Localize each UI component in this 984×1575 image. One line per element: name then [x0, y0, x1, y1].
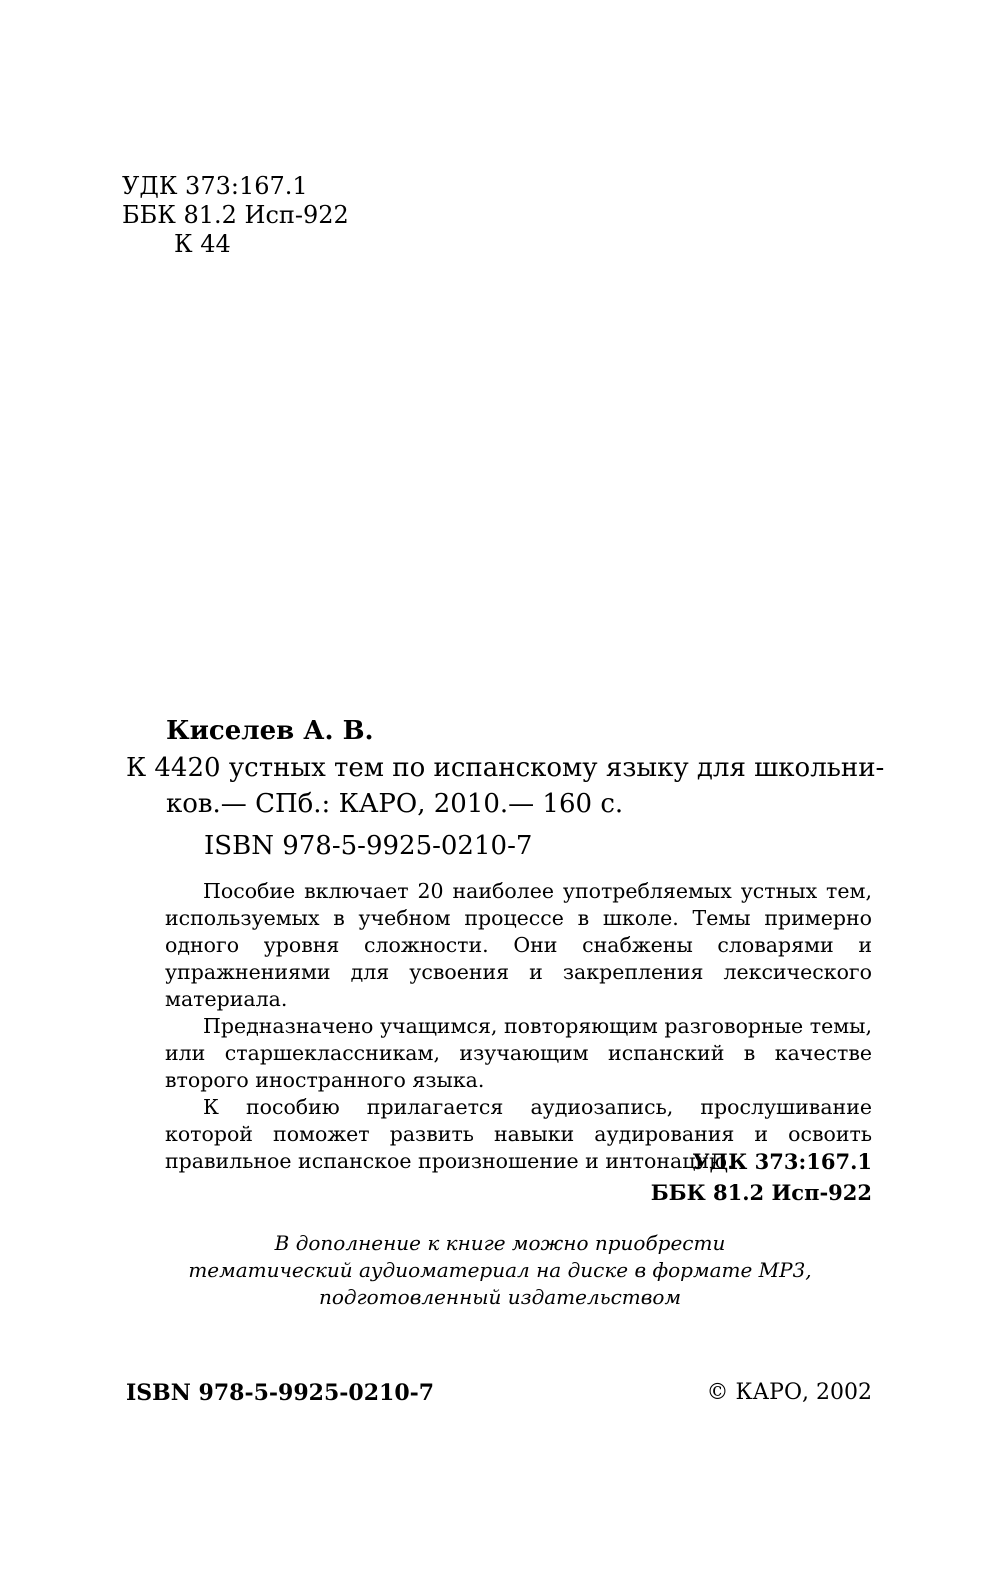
- audio-note-line-3: подготовленный издательством: [318, 1285, 682, 1309]
- entry-line-1: [126, 750, 885, 786]
- entry-title-line-1: 20 устных тем по испанскому языку для школьни-: [187, 753, 885, 783]
- right-udk-code: УДК 373:167.1: [692, 1149, 872, 1174]
- entry-title-line-2: ков.— СПб.: КАРО, 2010.— 160 с.: [166, 789, 624, 819]
- bibliographic-entry: [126, 750, 885, 822]
- top-classification-codes: [122, 172, 349, 259]
- isbn-bottom: ISBN 978-5-9925-0210-7: [126, 1380, 435, 1406]
- audio-note-line-2: тематический аудиоматериал на диске в формате МР3,: [188, 1258, 812, 1282]
- annotation-paragraph-2: Предназначено учащимся, повторяющим разговорные темы, или старшеклассникам, изучающим испанский в качестве второго иностранного языка.: [165, 1014, 872, 1092]
- top-author-mark: К 44: [174, 230, 231, 258]
- audio-note: [140, 1230, 860, 1311]
- copyright: © КАРО, 2002: [706, 1380, 872, 1405]
- top-bbk-code: ББК 81.2 Исп-922: [122, 201, 349, 229]
- right-bbk-code: ББК 81.2 Исп-922: [650, 1180, 872, 1205]
- top-udk-code: УДК 373:167.1: [122, 172, 308, 200]
- annotation-paragraph-3: К пособию прилагается аудиозапись, прослушивание которой поможет развить навыки аудирования и освоить правильное испанское произношение и интонацию.: [165, 1095, 872, 1173]
- isbn-main: ISBN 978-5-9925-0210-7: [204, 831, 533, 861]
- audio-note-line-1: В дополнение к книге можно приобрести: [274, 1231, 726, 1255]
- entry-author-mark: К 44: [126, 753, 188, 783]
- right-classification-codes: [550, 1146, 872, 1208]
- annotation: [165, 878, 872, 1175]
- author-name: Киселев А. В.: [166, 716, 374, 746]
- annotation-paragraph-1: Пособие включает 20 наиболее употребляемых устных тем, используемых в учебном процессе в школе. Темы примерно одного уровня сложности. Они снабжены словарями и упражнениями для усвоения и закрепления лексического материала.: [165, 879, 872, 1011]
